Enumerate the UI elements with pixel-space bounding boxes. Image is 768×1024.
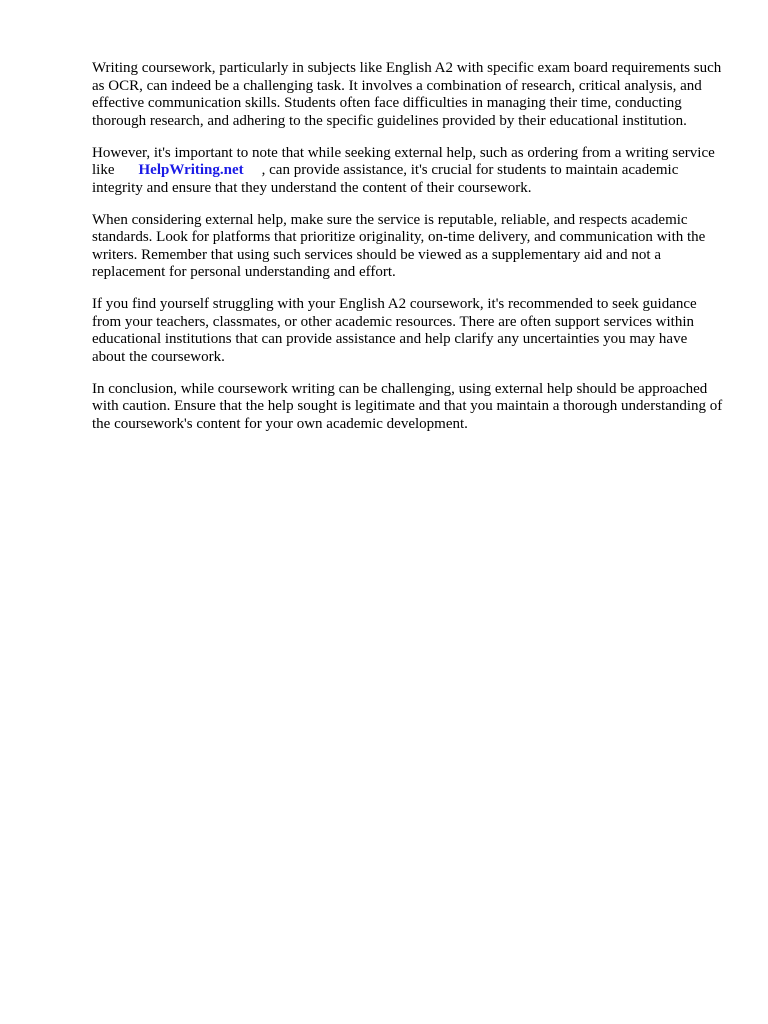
paragraph-conclusion: In conclusion, while coursework writing can be challenging, using external help should be approached with caution. Ensure that the help sought is legitimate and that you maintain a thorough understanding of the coursework's content for your own academic development. <box>92 380 723 432</box>
paragraph-intro: Writing coursework, particularly in subjects like English A2 with specific exam board requirements such as OCR, can indeed be a challenging task. It involves a combination of research, critical analysis, and effective communication skills. Students often face difficulties in managing their time, conducting thorough research, and adhering to the specific guidelines provided by their educational institution. <box>92 60 722 129</box>
paragraph-guidance: If you find yourself struggling with your English A2 coursework, it's recommended to seek guidance from your teachers, classmates, or other academic resources. There are often support services within educational institutions that can provide assistance and help clarify any uncertainties you may have about the coursework. <box>92 296 697 365</box>
helpwriting-link[interactable]: HelpWriting.net <box>138 162 244 178</box>
document-page <box>92 60 724 448</box>
paragraph-text-after-link: , can provide assistance, it's crucial for students to maintain academic integrity and ensure that they understand the content of their coursework. <box>92 162 679 196</box>
paragraph-external-help <box>92 145 724 198</box>
paragraph-text-before-link: However, it's important to note that while seeking external help, such as ordering from a writing service like <box>92 144 715 178</box>
paragraph-considerations: When considering external help, make sure the service is reputable, reliable, and respects academic standards. Look for platforms that prioritize originality, on-time delivery, and communication with the writers. Remember that using such services should be viewed as a supplementary aid and not a replacement for personal understanding and effort. <box>92 211 706 280</box>
